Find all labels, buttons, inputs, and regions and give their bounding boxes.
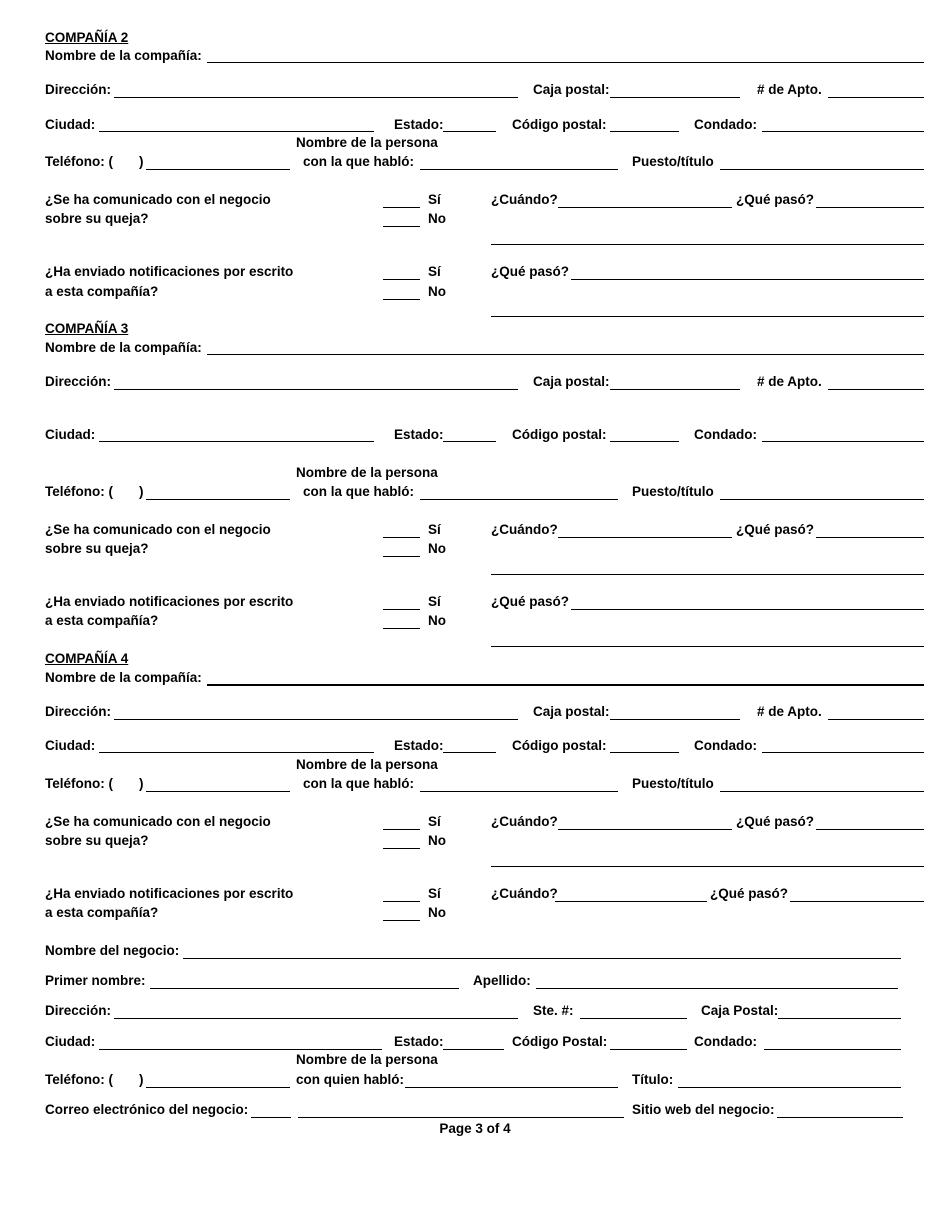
q1-line1: ¿Se ha comunicado con el negocio <box>45 814 271 829</box>
county-input[interactable] <box>762 441 924 442</box>
business-email-input[interactable] <box>298 1117 624 1118</box>
business-email-label: Correo electrónico del negocio: <box>45 1102 249 1117</box>
phone-label: Teléfono: ( <box>45 776 113 791</box>
business-county-label: Condado: <box>694 1034 757 1049</box>
company-name-input[interactable] <box>207 354 924 355</box>
state-input[interactable] <box>443 441 496 442</box>
q1-line2: sobre su queja? <box>45 833 149 848</box>
when-label: ¿Cuándo? <box>491 192 558 207</box>
phone-label: Teléfono: ( <box>45 154 113 169</box>
suite-label: Ste. #: <box>533 1003 574 1018</box>
business-zip-input[interactable] <box>610 1049 687 1050</box>
po-box-label: Caja postal: <box>533 374 610 389</box>
contact-label-line1: Nombre de la persona <box>296 757 438 772</box>
position-input[interactable] <box>720 169 924 170</box>
apt-input[interactable] <box>828 97 924 98</box>
business-po-box-input[interactable] <box>778 1018 901 1019</box>
position-label: Puesto/título <box>632 154 714 169</box>
what-happened-input[interactable] <box>571 279 924 280</box>
q1-yes-blank[interactable] <box>383 537 420 538</box>
city-input[interactable] <box>99 752 374 753</box>
last-name-label: Apellido: <box>473 973 531 988</box>
q1-no-blank[interactable] <box>383 848 420 849</box>
what-happened-input[interactable] <box>571 609 924 610</box>
section-title: COMPAÑÍA 2 <box>45 30 129 45</box>
address-input[interactable] <box>114 97 518 98</box>
phone-paren: ) <box>139 154 144 169</box>
when-label: ¿Cuándo? <box>491 522 558 537</box>
suite-input[interactable] <box>580 1018 687 1019</box>
when-input[interactable] <box>558 537 732 538</box>
q1-yes-label: Sí <box>428 522 441 537</box>
city-input[interactable] <box>99 131 374 132</box>
state-input[interactable] <box>443 131 496 132</box>
apt-input[interactable] <box>828 389 924 390</box>
business-state-input[interactable] <box>443 1049 504 1050</box>
county-label: Condado: <box>694 427 757 442</box>
company-name-input[interactable] <box>207 684 924 686</box>
apt-input[interactable] <box>828 719 924 720</box>
contact-input[interactable] <box>420 499 618 500</box>
q2-yes-blank[interactable] <box>383 901 420 902</box>
po-box-input[interactable] <box>610 97 740 98</box>
zip-label: Código postal: <box>512 738 607 753</box>
contact-label-line1: Nombre de la persona <box>296 465 438 480</box>
company-name-label: Nombre de la compañía: <box>45 48 202 63</box>
state-label: Estado: <box>394 427 444 442</box>
what-happened-input[interactable] <box>790 901 924 902</box>
address-label: Dirección: <box>45 82 112 97</box>
position-input[interactable] <box>720 791 924 792</box>
phone-input[interactable] <box>146 499 290 500</box>
business-title-label: Título: <box>632 1072 674 1087</box>
county-input[interactable] <box>762 131 924 132</box>
what-happened-extra-line[interactable] <box>491 646 924 647</box>
q1-no-label: No <box>428 833 446 848</box>
section-title: COMPAÑÍA 3 <box>45 321 129 336</box>
contact-label-line2: con la que habló: <box>303 154 415 169</box>
business-phone-input[interactable] <box>146 1087 290 1088</box>
business-title-input[interactable] <box>678 1087 901 1088</box>
po-box-label: Caja postal: <box>533 82 610 97</box>
city-label: Ciudad: <box>45 117 96 132</box>
q2-yes-blank[interactable] <box>383 609 420 610</box>
page-number: Page 3 of 4 <box>439 1121 511 1136</box>
address-input[interactable] <box>114 389 518 390</box>
city-label: Ciudad: <box>45 427 96 442</box>
q1-yes-label: Sí <box>428 814 441 829</box>
county-label: Condado: <box>694 117 757 132</box>
business-city-label: Ciudad: <box>45 1034 96 1049</box>
q1-line1: ¿Se ha comunicado con el negocio <box>45 522 271 537</box>
business-website-input[interactable] <box>777 1117 903 1118</box>
state-input[interactable] <box>443 752 496 753</box>
position-label: Puesto/título <box>632 484 714 499</box>
company-name-label: Nombre de la compañía: <box>45 670 202 685</box>
what-happened-input[interactable] <box>816 829 924 830</box>
when-input[interactable] <box>558 207 732 208</box>
q1-no-label: No <box>428 541 446 556</box>
county-input[interactable] <box>762 752 924 753</box>
section-title: COMPAÑÍA 4 <box>45 651 129 666</box>
q1-no-label: No <box>428 211 446 226</box>
what-happened-extra-line[interactable] <box>491 574 924 575</box>
q2-no-blank[interactable] <box>383 299 420 300</box>
state-label: Estado: <box>394 738 444 753</box>
business-contact-label-line1: Nombre de la persona <box>296 1052 438 1067</box>
last-name-input[interactable] <box>536 988 898 989</box>
q1-no-blank[interactable] <box>383 556 420 557</box>
business-name-input[interactable] <box>183 958 901 959</box>
address-label: Dirección: <box>45 374 112 389</box>
business-city-input[interactable] <box>99 1049 382 1050</box>
when-input[interactable] <box>558 829 732 830</box>
city-label: Ciudad: <box>45 738 96 753</box>
phone-input[interactable] <box>146 791 290 792</box>
q2-yes-blank[interactable] <box>383 279 420 280</box>
address-input[interactable] <box>114 719 518 720</box>
q2-no-blank[interactable] <box>383 628 420 629</box>
business-email-input-prefix[interactable] <box>251 1117 291 1118</box>
city-input[interactable] <box>99 441 374 442</box>
phone-paren: ) <box>139 484 144 499</box>
q2-no-blank[interactable] <box>383 920 420 921</box>
when-label: ¿Cuándo? <box>491 886 558 901</box>
q2-line1: ¿Ha enviado notificaciones por escrito <box>45 594 294 609</box>
zip-input[interactable] <box>610 441 679 442</box>
q1-no-blank[interactable] <box>383 226 420 227</box>
first-name-label: Primer nombre: <box>45 973 146 988</box>
what-happened-input[interactable] <box>816 207 924 208</box>
first-name-input[interactable] <box>150 988 459 989</box>
business-contact-label-line2: con quien habló: <box>296 1072 404 1087</box>
position-label: Puesto/título <box>632 776 714 791</box>
company-name-input[interactable] <box>207 62 924 63</box>
business-address-input[interactable] <box>114 1018 518 1019</box>
contact-input[interactable] <box>420 169 618 170</box>
q2-no-label: No <box>428 905 446 920</box>
po-box-input[interactable] <box>610 389 740 390</box>
what-happened-extra-line[interactable] <box>491 316 924 317</box>
what-happened-label: ¿Qué pasó? <box>491 594 570 609</box>
what-happened-input[interactable] <box>816 537 924 538</box>
state-label: Estado: <box>394 117 444 132</box>
q2-line2: a esta compañía? <box>45 284 159 299</box>
q1-line2: sobre su queja? <box>45 211 149 226</box>
business-contact-input[interactable] <box>405 1087 618 1088</box>
q2-line1: ¿Ha enviado notificaciones por escrito <box>45 264 294 279</box>
apt-label: # de Apto. <box>757 374 822 389</box>
q2-yes-label: Sí <box>428 886 441 901</box>
business-phone-paren: ) <box>139 1072 144 1087</box>
what-happened-label: ¿Qué pasó? <box>736 814 815 829</box>
apt-label: # de Apto. <box>757 704 822 719</box>
business-zip-label: Código Postal: <box>512 1034 608 1049</box>
zip-input[interactable] <box>610 752 679 753</box>
business-name-label: Nombre del negocio: <box>45 943 180 958</box>
po-box-input[interactable] <box>610 719 740 720</box>
q1-yes-blank[interactable] <box>383 207 420 208</box>
business-county-input[interactable] <box>764 1049 901 1050</box>
q1-yes-label: Sí <box>428 192 441 207</box>
q2-line2: a esta compañía? <box>45 905 159 920</box>
business-website-label: Sitio web del negocio: <box>632 1102 775 1117</box>
q2-line2: a esta compañía? <box>45 613 159 628</box>
apt-label: # de Apto. <box>757 82 822 97</box>
po-box-label: Caja postal: <box>533 704 610 719</box>
phone-paren: ) <box>139 776 144 791</box>
contact-label-line2: con la que habló: <box>303 484 415 499</box>
zip-input[interactable] <box>610 131 679 132</box>
what-happened-label: ¿Qué pasó? <box>491 264 570 279</box>
what-happened-label: ¿Qué pasó? <box>710 886 789 901</box>
zip-label: Código postal: <box>512 427 607 442</box>
county-label: Condado: <box>694 738 757 753</box>
company-name-label: Nombre de la compañía: <box>45 340 202 355</box>
when-label: ¿Cuándo? <box>491 814 558 829</box>
when-input[interactable] <box>555 901 707 902</box>
position-input[interactable] <box>720 499 924 500</box>
q1-yes-blank[interactable] <box>383 829 420 830</box>
zip-label: Código postal: <box>512 117 607 132</box>
q2-yes-label: Sí <box>428 264 441 279</box>
business-state-label: Estado: <box>394 1034 444 1049</box>
what-happened-extra-line[interactable] <box>491 244 924 245</box>
what-happened-label: ¿Qué pasó? <box>736 192 815 207</box>
contact-label-line2: con la que habló: <box>303 776 415 791</box>
q2-no-label: No <box>428 284 446 299</box>
q1-line2: sobre su queja? <box>45 541 149 556</box>
what-happened-label: ¿Qué pasó? <box>736 522 815 537</box>
q1-line1: ¿Se ha comunicado con el negocio <box>45 192 271 207</box>
what-happened-extra-line[interactable] <box>491 866 924 867</box>
q2-line1: ¿Ha enviado notificaciones por escrito <box>45 886 294 901</box>
q2-yes-label: Sí <box>428 594 441 609</box>
business-po-box-label: Caja Postal: <box>701 1003 779 1018</box>
phone-label: Teléfono: ( <box>45 484 113 499</box>
q2-no-label: No <box>428 613 446 628</box>
business-phone-label: Teléfono: ( <box>45 1072 113 1087</box>
contact-label-line1: Nombre de la persona <box>296 135 438 150</box>
phone-input[interactable] <box>146 169 290 170</box>
business-address-label: Dirección: <box>45 1003 112 1018</box>
contact-input[interactable] <box>420 791 618 792</box>
address-label: Dirección: <box>45 704 112 719</box>
